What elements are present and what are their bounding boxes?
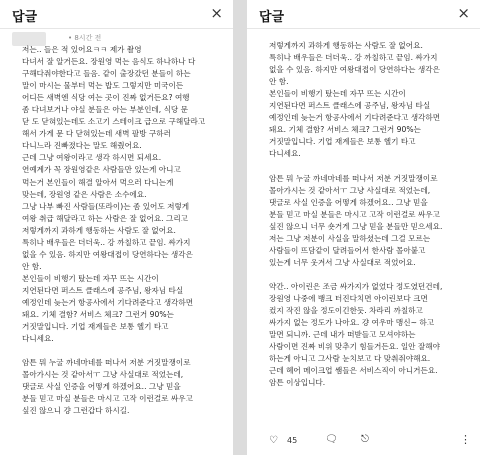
comment-line: 없을 수 있음. 하지만 여왕대접이 당연하다는 생각은 [269, 65, 440, 75]
comment-line: 몰아가시는 것 같아서ㅜ 그냥 사실대로 적었는데, [269, 185, 431, 195]
comment-line: 돼요. 기체 결함? 서비스 체크? 그런거 90%는 [22, 310, 174, 320]
comment-line: 싶진 않으니 걍 그런갑다 하시길. [22, 406, 130, 416]
comment-line: 근데 혜어 메이크업 쌤들은 서비스직이 아니거든요. [269, 366, 438, 376]
comment-line: 저렇게까지 과하게 행동하는 사람도 잘 없어요. [269, 41, 423, 50]
comment-line: 연예계가 꼭 장원영같은 사람들만 있는게 아니고 [22, 165, 181, 175]
comment-line: 암튼 뭐 누굴 까네마네를 떠나서 저분 거짓말쟁이로 [22, 358, 191, 368]
comment-line: 지연된다면 퍼스트 클래스에 공주님, 왕자님 타실 [269, 101, 431, 111]
speech-bubble-icon[interactable]: 🗨 [325, 434, 338, 445]
comment-line: 지연된다면 퍼스트 클래스에 공주님, 왕자님 타실 [22, 285, 184, 295]
share-icon[interactable]: ⎋ [361, 434, 369, 445]
comment-line: 싸가지 없는 정도가 나아요. 걍 여우마 맹신~ 하고 [269, 318, 435, 328]
reply-header [247, 0, 480, 29]
reply-panel-right [247, 0, 480, 455]
comment-line: 암튼 뭐 누굴 까네마네를 떠나서 저분 거짓말쟁이로 [269, 173, 438, 183]
comment-line: 예정인데 늦는거 항공사에서 기다려준다고 생각하면 [22, 297, 194, 307]
comment-line: 맞는데, 장원영 같은 사람은 소수에요. [22, 189, 147, 199]
comment-line: 좀 다녀보거나 야실 분들은 아는 부분인데, 식당 문 [22, 105, 189, 115]
comment-line: 안 함. [269, 77, 289, 87]
comment-line: 그냥 나부 빠진 사람들(또라이)는 좀 있어도 저렇게 [22, 201, 190, 211]
comment-line: 사람이면 진짜 비위 맞추기 힘들거든요. 일안 잘해야 [269, 342, 440, 352]
comment-line: 저는.. 들은 적 있어요ㅋㅋ 제가 촬영 [22, 45, 142, 54]
comment-actions [269, 433, 470, 451]
comment-line: 해서 가게 문 다 닫혀있는데 새벽 팔방 구하러 [22, 129, 171, 139]
comment-line: 본인들이 비행기 탔는데 자꾸 뜨는 시간이 [269, 89, 406, 99]
comment-line: 있는게 너무 웃겨서 그냥 사실대로 적었어요. [269, 257, 416, 267]
more-dots-icon[interactable]: ⋮ [460, 433, 470, 446]
comment-line: 특히나 배우들은 더더욱.. 강 까칠하고 끝임. 싸가지 [22, 237, 191, 247]
comment-line: 본인들이 비행기 탔는데 자꾸 뜨는 시간이 [22, 273, 159, 283]
comment-line: 댓글로 사실 인증을 어떻게 하겠어요.. 그냥 믿을 [269, 197, 428, 207]
comment-line: 돼요. 기체 결함? 서비스 체크? 그런거 90%는 [269, 125, 421, 135]
comment-timestamp: • 8시간 전 [68, 34, 102, 42]
heart-icon[interactable]: ♡ [269, 435, 278, 446]
panel-divider [233, 0, 247, 455]
comment-line: 먹는거 본인들이 해결 알아서 먹으러 다니는게 [22, 177, 174, 187]
like-count: 45 [287, 436, 298, 445]
comment-line: 닫 도 닫혀있는데도 소고기 스테이크 급으로 구해달라고 [22, 117, 206, 127]
comment-line: 여왕 취급 해달라고 하는 사람은 잘 없어요. 그리고 [22, 213, 189, 223]
reply-panel-left [0, 0, 233, 455]
comment-line: 하는게 아니고 그사람 눈치보고 다 맞춰줘야해요. [269, 354, 431, 364]
comment-line: 다녀서 잘 알거든요. 장원영 먹는 음식도 하나하나 다 [22, 57, 196, 67]
comment-line: 어디든 새벽엔 식당 여는 곳이 진짜 없거든요? 여행 [22, 93, 190, 103]
comment-line: 암튼 이상입니다. [269, 378, 326, 388]
comment-line: 예정인데 늦는거 항공사에서 기다려준다고 생각하면 [269, 113, 441, 123]
comment-line: 근데 그냥 여왕이라고 생각 하시면 되세요. [22, 153, 162, 163]
reply-header [0, 0, 233, 29]
comment-line: 안 함. [22, 261, 42, 271]
comment-line: 분들 믿고 마실 분들은 마시고 고작 이런걸로 싸우고 [269, 209, 440, 219]
comment-line: 저렇게까지 과하게 행동하는 사람도 잘 없어요. [22, 225, 176, 235]
header-title: 답글 [12, 10, 38, 25]
comment-line: 몰아가시는 것 같아서ㅜ 그냥 사실대로 적었는데, [22, 370, 184, 380]
comment-line: 거짓말입니다. 기업 재계들은 보통 헬기 타고 [22, 322, 169, 332]
comment-line: 다니세요. [269, 149, 301, 159]
comment-line: 싶진 않으니 너무 숏거게 그냥 믿을 분들만 믿으세요. [269, 221, 443, 231]
comment-line [269, 269, 472, 281]
comment-line: 특히나 배우들은 더더욱.. 강 까칠하고 끝임. 싸가지 [269, 53, 438, 63]
comment-body [22, 44, 225, 417]
comment-line: 다니느라 진빠졌다는 말도 해줬어요. [22, 141, 142, 151]
header-title: 답글 [259, 10, 285, 25]
comment-line: 저는 그냥 저분이 사실을 말하셨는데 그걸 모르는 [269, 233, 431, 243]
comment-line: 장원영 나중에 뱅크 터진다치면 아이린보다 크면 [269, 293, 428, 303]
comment-line: 컸지 작진 않을 정도이긴한듯. 차라리 까칠하고 [269, 306, 423, 316]
comment-line [22, 345, 225, 357]
comment-line: 없을 수 있음. 하지만 여왕대접이 당연하다는 생각은 [22, 249, 193, 259]
comment-line: 다니세요. [22, 334, 54, 344]
comment-line: 사람들이 뜨담같이 달려들어서 한사람 몰아붙고 [269, 245, 426, 255]
close-icon[interactable]: × [457, 4, 470, 22]
comment-line: 말면 되니까. 근데 내가 떠받들고 모셔야하는 [269, 330, 416, 340]
close-icon[interactable]: × [210, 4, 223, 22]
comment-line: 댓글로 사실 인증을 어떻게 하겠어요.. 그냥 믿을 [22, 382, 181, 392]
comment-line: 구해다줘야한다고 들음. 같이 출장갔던 분들이 하는 [22, 69, 191, 79]
comment-line: 분들 믿고 마실 분들은 마시고 고작 이런걸로 싸우고 [22, 394, 193, 404]
comment-line: 약간.. 아이린은 조금 싸가지가 없었다 정도였던건데, [269, 281, 443, 291]
comment-line: 말이 마시는 물부터 먹는 밥도 그렇지만 미국이든 [22, 81, 184, 91]
comment-line [269, 160, 472, 172]
comment-body [269, 40, 472, 389]
comment-line: 거짓말입니다. 기업 재계들은 보통 헬기 타고 [269, 137, 416, 147]
